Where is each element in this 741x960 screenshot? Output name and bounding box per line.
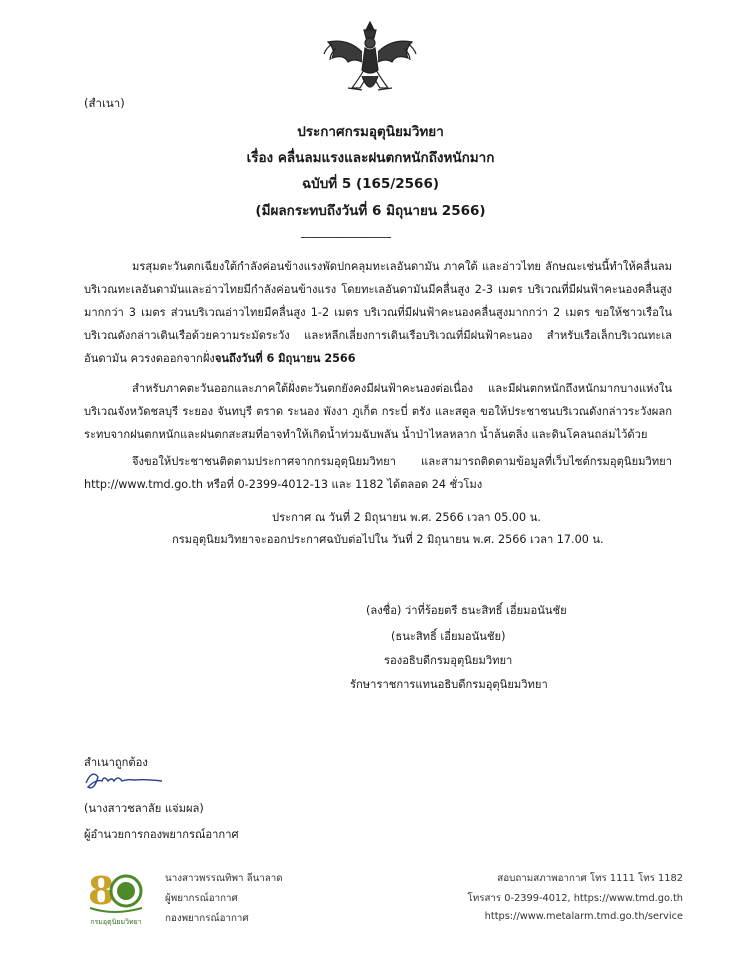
- garuda-emblem-icon: [318, 18, 422, 102]
- copy-label: (สำเนา): [84, 96, 125, 110]
- title-divider: _______________: [301, 224, 391, 238]
- paragraph-wind-waves-deadline: จนถึงวันที่ 6 มิถุนายน 2566: [214, 352, 356, 365]
- footer-service-url: https://www.metalarm.tmd.go.th/service: [484, 911, 683, 922]
- certifier-name: (นางสาวชลาลัย แจ่มผล): [84, 802, 204, 815]
- paragraph-follow-updates: จึงขอให้ประชาชนติดตามประกาศจากกรมอุตุนิยมวิทยา และสามารถติดตามข้อมูลที่เว็บไซต์กรมอุตุนิยมวิทยา http://www.tmd.go.th หรือที่ 0-2399-4012-13 และ 1182 ได้ตลอด 24 ชั่วโมง: [84, 455, 672, 491]
- announcement-title: ประกาศกรมอุตุนิยมวิทยา: [297, 124, 444, 140]
- announcement-subject: เรื่อง คลื่นลมแรงและฝนตกหนักถึงหนักมาก: [246, 150, 495, 166]
- paragraph-wind-waves-text: มรสุมตะวันตกเฉียงใต้กำลังค่อนข้างแรงพัดปกคลุมทะเลอันดามัน ภาคใต้ และอ่าวไทย ลักษณะเช่นนี้ทำให้คลื่นลมบริเวณทะเลอันดามันและอ่าวไทยมีกำลังค่อนข้างแรง โดยทะเลอันดามันมีคลื่นสูง 2-3 เมตร บริเวณที่มีฝนฟ้าคะนองคลื่นสูงมากกว่า 3 เมตร ส่วนบริเวณอ่าวไทยมีคลื่นสูง 1-2 เมตร บริเวณที่มีฝนฟ้าคะนองคลื่นสูงมากกว่า 2 เมตร ขอให้ชาวเรือในบริเวณดังกล่าวเดินเรือด้วยความระมัดระวัง และหลีกเลี่ยงการเดินเรือบริเวณที่มีฝนฟ้าคะนอง สำหรับเรือเล็กบริเวณทะเลอันดามัน ควรงดออกจากฝั่ง: [84, 260, 672, 365]
- signed-by: (ลงชื่อ) ว่าที่ร้อยตรี ธนะสิทธิ์ เอี่ยมอนันชัย: [366, 604, 567, 617]
- footer-hotline: สอบถามสภาพอากาศ โทร 1111 โทร 1182: [497, 873, 683, 884]
- announced-at: ประกาศ ณ วันที่ 2 มิถุนายน พ.ศ. 2566 เวลา 05.00 น.: [272, 511, 541, 524]
- next-announcement: กรมอุตุนิยมวิทยาจะออกประกาศฉบับต่อไปใน วันที่ 2 มิถุนายน พ.ศ. 2566 เวลา 17.00 น.: [172, 533, 604, 546]
- tmd-80-years-logo-icon: [84, 864, 148, 934]
- paragraph-wind-waves: [84, 255, 672, 370]
- certifier-position: ผู้อำนวยการกองพยากรณ์อากาศ: [84, 828, 239, 841]
- footer-forecaster-name: นางสาวพรรณทิพา ลีนาลาด: [165, 873, 283, 884]
- signer-acting-role: รักษาราชการแทนอธิบดีกรมอุตุนิยมวิทยา: [350, 678, 548, 691]
- certified-copy-label: สำเนาถูกต้อง: [84, 756, 148, 769]
- signer-position: รองอธิบดีกรมอุตุนิยมวิทยา: [384, 654, 513, 667]
- footer-forecaster-role: ผู้พยากรณ์อากาศ: [165, 893, 238, 904]
- footer-fax-website: โทรสาร 0-2399-4012, https://www.tmd.go.th: [467, 893, 683, 904]
- handwritten-signature: [82, 765, 166, 795]
- footer-forecaster-division: กองพยากรณ์อากาศ: [165, 913, 249, 924]
- issue-number: ฉบับที่ 5 (165/2566): [301, 176, 440, 192]
- effective-date: (มีผลกระทบถึงวันที่ 6 มิถุนายน 2566): [255, 203, 486, 219]
- paragraph-heavy-rain: สำหรับภาคตะวันออกและภาคใต้ฝั่งตะวันตกยังคงมีฝนฟ้าคะนองต่อเนื่อง และมีฝนตกหนักถึงหนักมากบางแห่งในบริเวณจังหวัดชลบุรี ระยอง จันทบุรี ตราด ระนอง พังงา ภูเก็ต กระบี่ ตรัง และสตูล ขอให้ประชาชนบริเวณดังกล่าวระวังผลกระทบจากฝนตกหนักและฝนตกสะสมที่อาจทำให้เกิดน้ำท่วมฉับพลัน น้ำป่าไหลหลาก น้ำล้นตลิ่ง และดินโคลนถล่มไว้ด้วย: [84, 382, 672, 441]
- svg-text:กรมอุตุนิยมวิทยา: กรมอุตุนิยมวิทยา: [90, 918, 142, 926]
- signer-name: (ธนะสิทธิ์ เอี่ยมอนันชัย): [391, 630, 506, 643]
- svg-text:8: 8: [88, 868, 115, 913]
